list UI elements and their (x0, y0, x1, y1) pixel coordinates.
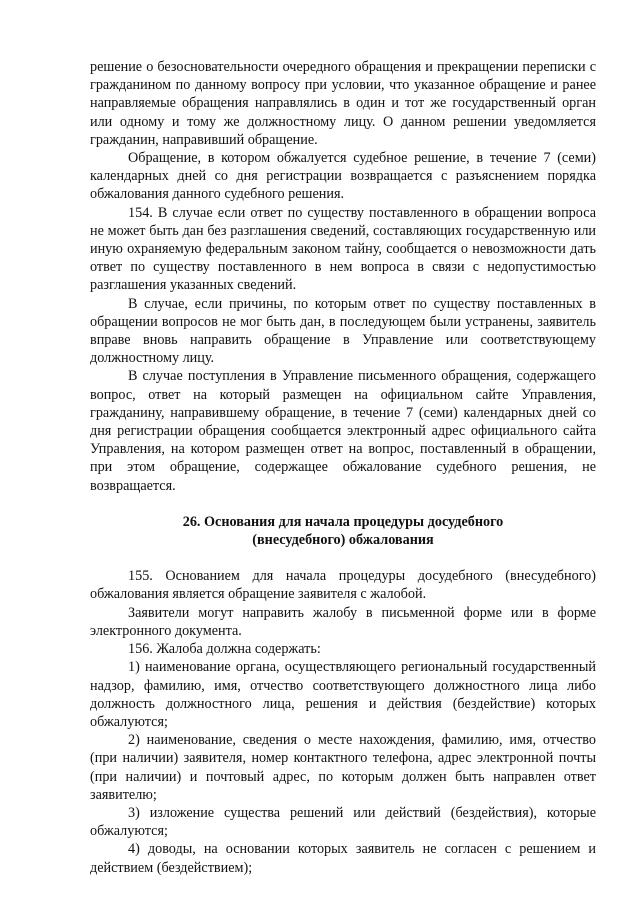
section-heading (90, 513, 596, 549)
paragraph-continuation: решение о безосновательности очередного обращения и прекращении переписки с гражданином по данному вопросу при условии, что указанное обращение и ранее направляемые обращения направлялись в один и тот же государственный орган или одному и тому же должностному лицу. О данном решении уведомляется гражданин, направивший обращение. (90, 59, 596, 148)
list-item-4: 4) доводы, на основании которых заявитель не согласен с решением и действием (бездействием); (90, 841, 596, 876)
list-item-3: 3) изложение существа решений или действий (бездействия), которые обжалуются; (90, 804, 596, 840)
section-heading-line-2: (внесудебного) обжалования (252, 532, 434, 549)
paragraph-155: 155. Основанием для начала процедуры досудебного (внесудебного) обжалования является обращение заявителя с жалобой. (90, 568, 596, 603)
list-item-2: 2) наименование, сведения о месте нахождения, фамилию, имя, отчество (при наличии) заявителя, номер контактного телефона, адрес электронной почты (при наличии) и почтовый адрес, по которым должен быть направлен ответ заявителю; (90, 732, 596, 803)
paragraph-154: 154. В случае если ответ по существу поставленного в обращении вопроса не может быть дан без разглашения сведений, составляющих государственную или иную охраняемую федеральным законом тайну, сообщается о невозможности дать ответ по существу поставленного в нем вопроса в связи с недопустимостью разглашения указанных сведений. (90, 204, 596, 294)
document-page (90, 58, 596, 877)
paragraph-complaint-form: Заявители могут направить жалобу в письменной форме или в форме электронного документа. (90, 604, 596, 639)
paragraph-reasons-removed: В случае, если причины, по которым ответ по существу поставленных в обращении вопросов не мог быть дан, в последующем были устранены, заявитель вправе вновь направить обращение в Управление или соответствующему должностному лицу. (90, 295, 596, 367)
list-item-1: 1) наименование органа, осуществляющего региональный государственный надзор, фамилию, имя, отчество соответствующего должностного лица либо должность должностного лица, решения и действия (бездействие) которых обжалуются; (90, 659, 596, 730)
paragraph-official-site: В случае поступления в Управление письменного обращения, содержащего вопрос, ответ на который размещен на официальном сайте Управления, гражданину, направившему обращение, в течение 7 (семи) календарных дней со дня регистрации обращения сообщается электронный адрес официального сайта Управления, на котором размещен ответ на вопрос, поставленный в обращении, при этом обращение, содержащее обжалование судебного решения, не возвращается. (90, 368, 596, 494)
paragraph-court-decision: Обращение, в котором обжалуется судебное решение, в течение 7 (семи) календарных дней со дня регистрации возвращается с разъяснением порядка обжалования данного судебного решения. (90, 150, 596, 203)
section-heading-line-1: 26. Основания для начала процедуры досудебного (182, 513, 504, 530)
paragraph-156: 156. Жалоба должна содержать: (128, 641, 321, 658)
